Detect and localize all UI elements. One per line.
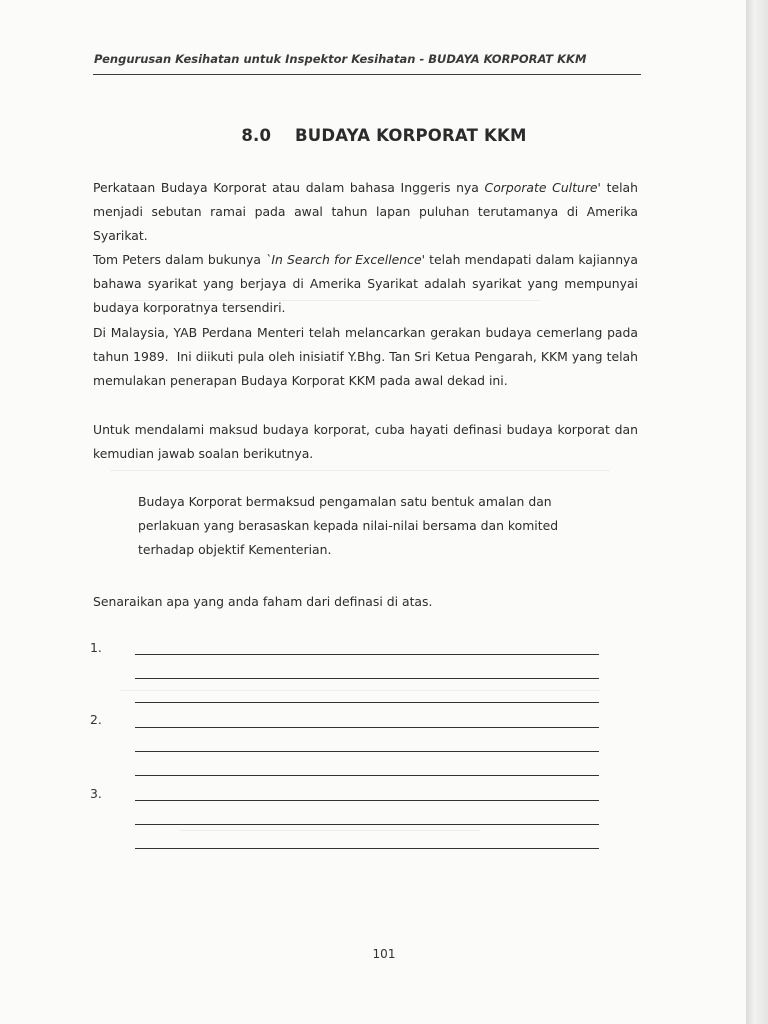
paragraph-line: bahawa syarikat yang berjaya di Amerika Syarikat adalah syarikat yang mempunyai [93, 276, 638, 291]
text-run: Perkataan Budaya Korporat atau dalam bahasa Inggeris nya [93, 180, 485, 195]
running-header: Pengurusan Kesihatan untuk Inspektor Kesihatan - BUDAYA KORPORAT KKM [94, 52, 587, 66]
paragraph-line: menjadi sebutan ramai pada awal tahun lapan puluhan terutamanya di Amerika Syarikat. [93, 204, 638, 243]
bleed-through-line [120, 690, 600, 691]
section-title: 8.0 BUDAYA KORPORAT KKM [241, 126, 527, 145]
bleed-through-line [180, 830, 480, 831]
paragraph-instruction-intro [93, 418, 638, 466]
text-run: telah mendapati dalam kajiannya [425, 252, 638, 267]
text-run: telah [600, 180, 638, 195]
paragraph-line: tahun 1989. Ini diikuti pula oleh inisiatif Y.Bhg. Tan Sri Ketua Pengarah, KKM yang telah [93, 349, 638, 364]
paragraph-line: Di Malaysia, YAB Perdana Menteri telah melancarkan gerakan budaya cemerlang pada [93, 325, 638, 340]
bleed-through-line [110, 470, 610, 471]
paragraph-malaysia [93, 321, 638, 393]
italic-book-title: `In Search for Excellence' [265, 252, 425, 267]
paragraph-line [93, 176, 638, 200]
answer-number-1: 1. [90, 640, 102, 655]
answer-line[interactable] [135, 702, 599, 703]
question-prompt [93, 590, 638, 614]
definition-block [138, 490, 558, 562]
paragraph-line: Untuk mendalami maksud budaya korporat, cuba hayati definasi budaya korporat dan [93, 422, 638, 437]
page-edge-shadow [746, 0, 768, 1024]
definition-line: perlakuan yang berasaskan kepada nilai-nilai bersama dan komited [138, 518, 559, 533]
paragraph-line: memulakan penerapan Budaya Korporat KKM pada awal dekad ini. [93, 373, 508, 388]
answer-line[interactable] [135, 654, 599, 655]
answer-line[interactable] [135, 848, 599, 849]
text-run: Tom Peters dalam bukunya [93, 252, 266, 267]
answer-line[interactable] [135, 678, 599, 679]
italic-term: Corporate Culture' [484, 180, 601, 195]
definition-line: terhadap objektif Kementerian. [138, 542, 332, 557]
header-rule [93, 74, 641, 75]
page-number: 101 [372, 947, 396, 961]
paragraph-line: budaya korporatnya tersendiri. [93, 300, 286, 315]
paragraph-intro [93, 176, 638, 320]
answer-number-2: 2. [90, 712, 102, 727]
answer-number-3: 3. [90, 786, 102, 801]
definition-line: Budaya Korporat bermaksud pengamalan satu bentuk amalan dan [138, 494, 552, 509]
paragraph-line: kemudian jawab soalan berikutnya. [93, 446, 314, 461]
answer-line[interactable] [135, 751, 599, 752]
answer-line[interactable] [135, 775, 599, 776]
answer-line[interactable] [135, 824, 599, 825]
answer-line[interactable] [135, 800, 599, 801]
answer-line[interactable] [135, 727, 599, 728]
question-text: Senaraikan apa yang anda faham dari definasi di atas. [93, 594, 433, 609]
paragraph-line [93, 248, 638, 272]
